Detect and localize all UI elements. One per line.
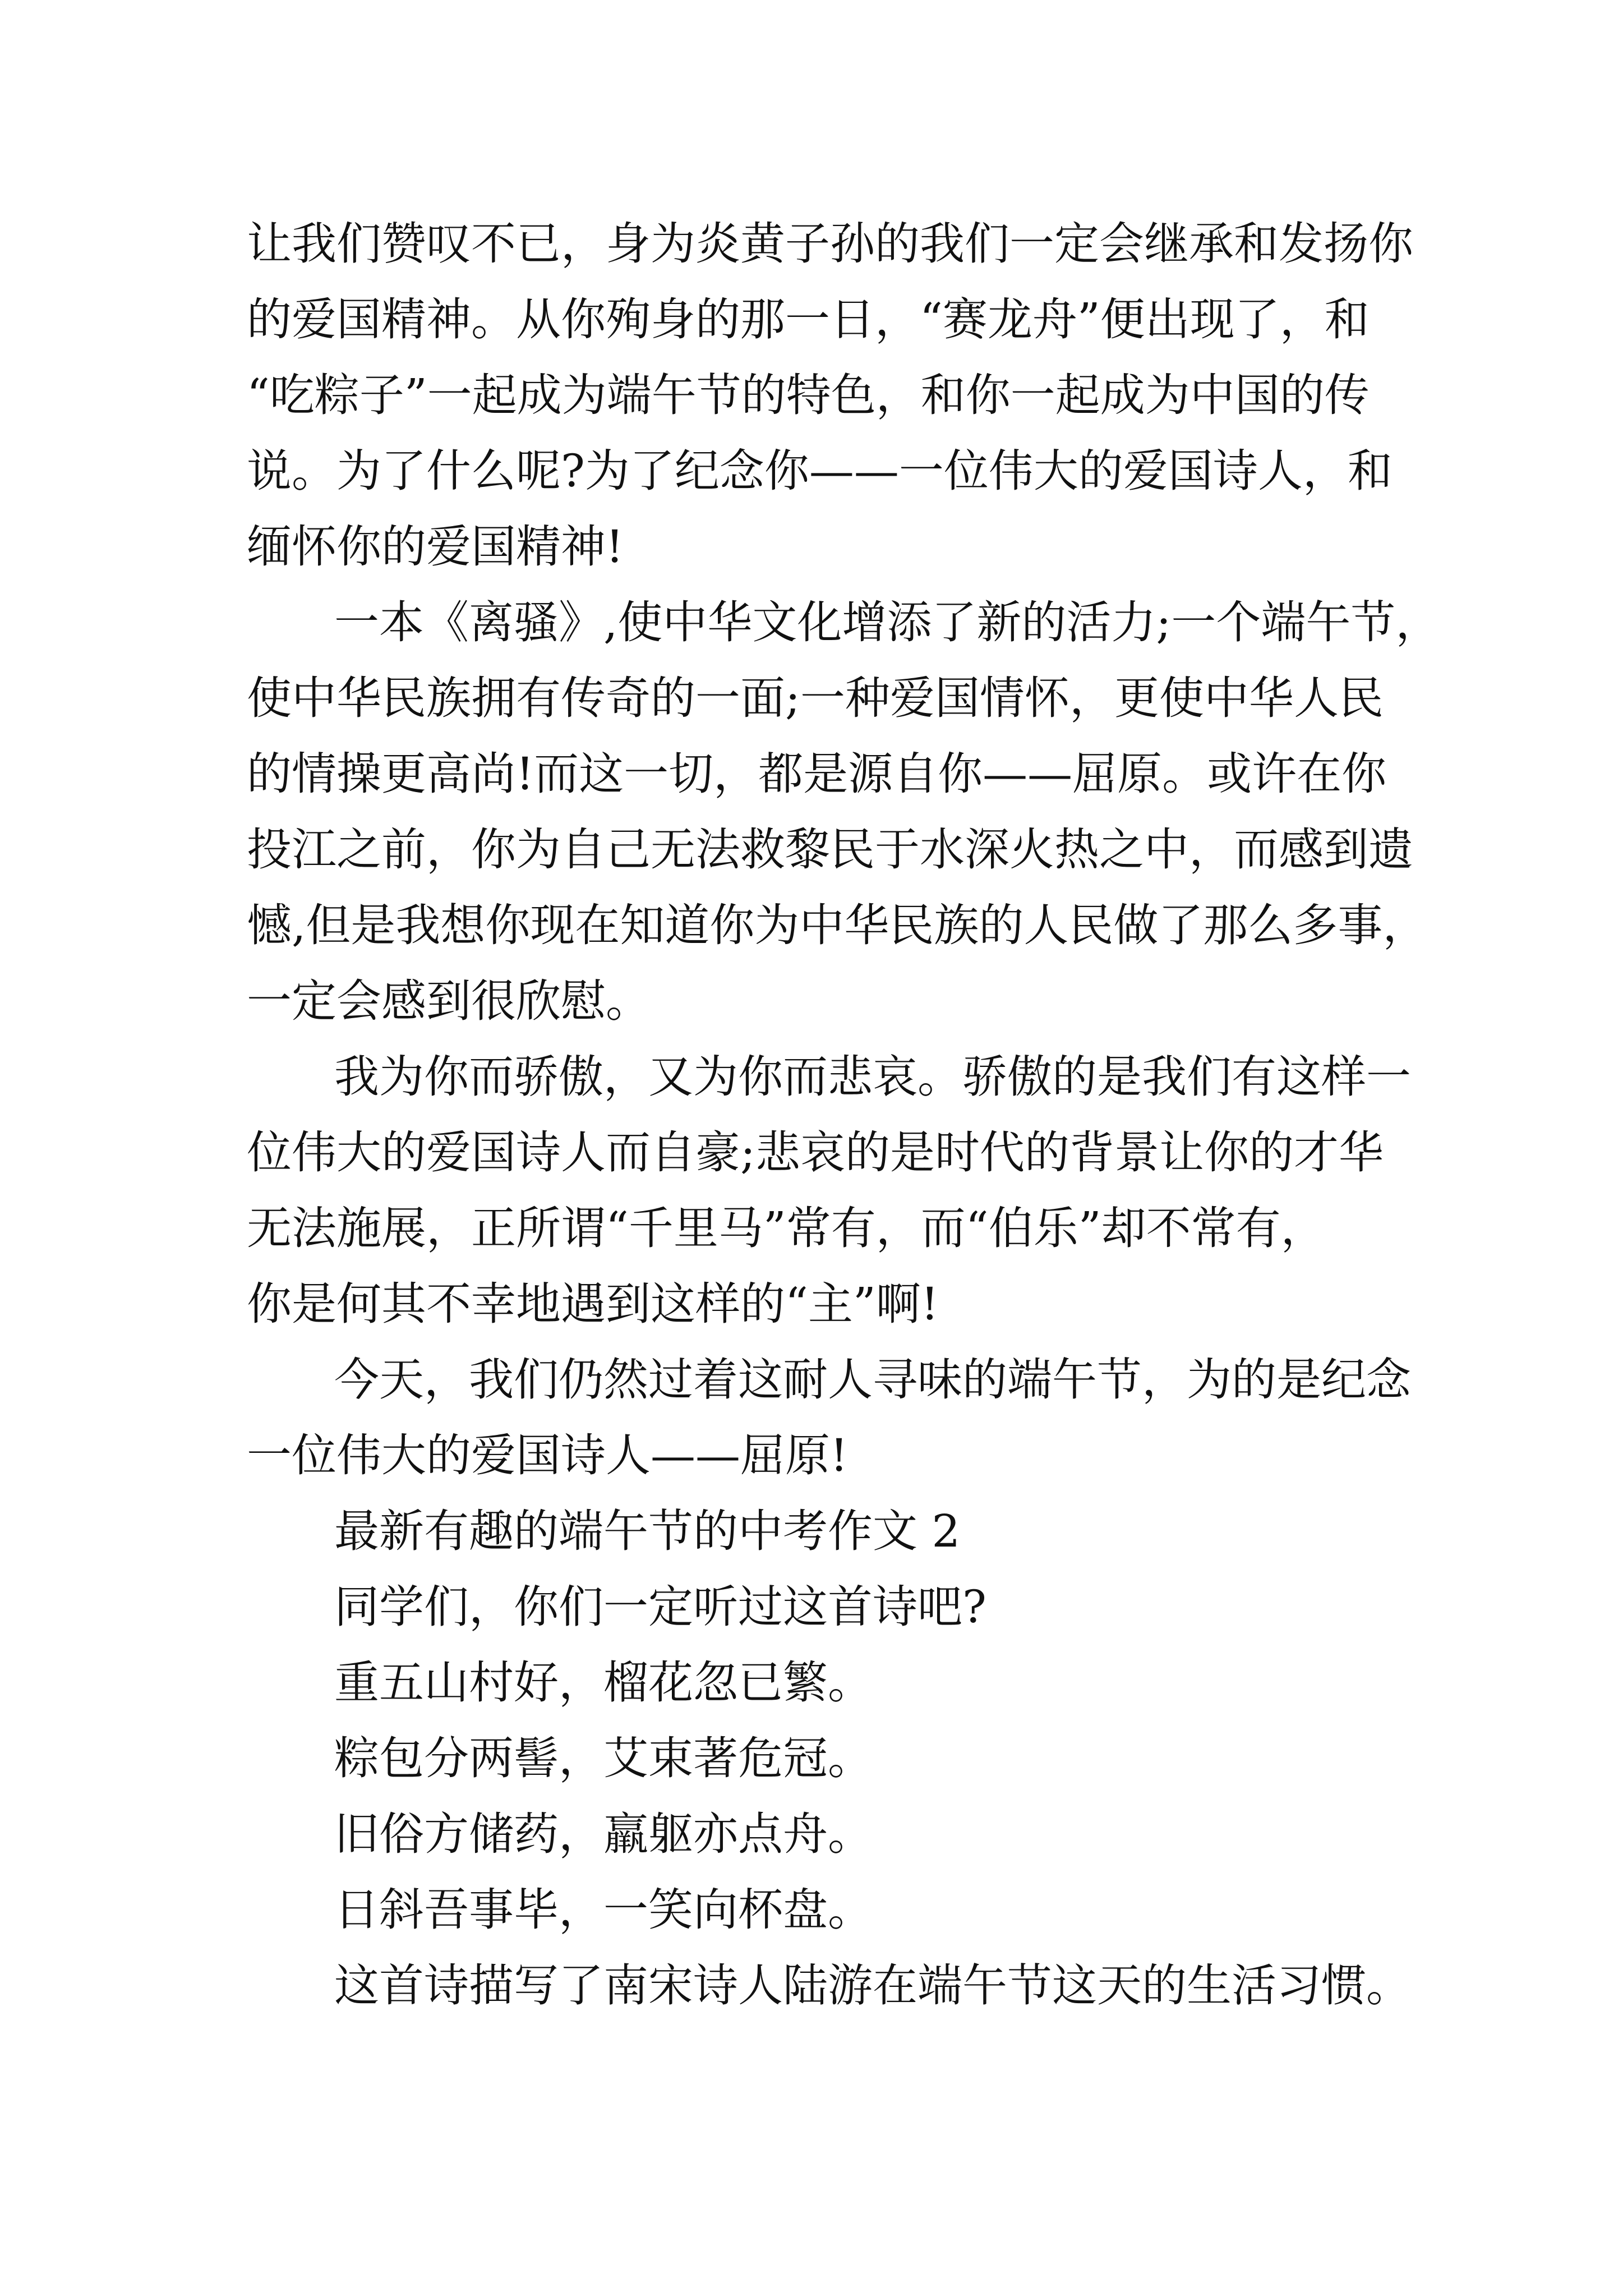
text-line: 憾,但是我想你现在知道你为中华民族的人民做了那么多事， <box>247 899 1428 951</box>
text-line: 一本《离骚》,使中华文化增添了新的活力;一个端午节， <box>334 596 1441 648</box>
text-line: 让我们赞叹不已，身为炎黄子孙的我们一定会继承和发扬你 <box>247 218 1413 270</box>
text-line: 使中华民族拥有传奇的一面;一种爱国情怀，更使中华人民 <box>247 672 1384 724</box>
text-line: 位伟大的爱国诗人而自豪;悲哀的是时代的背景让你的才华 <box>247 1126 1384 1179</box>
text-line: 今天，我们仍然过着这耐人寻味的端午节，为的是纪念 <box>334 1354 1411 1406</box>
poem-line: 旧俗方储药，羸躯亦点舟。 <box>334 1808 873 1860</box>
text-line: 我为你而骄傲，又为你而悲哀。骄傲的是我们有这样一 <box>334 1051 1411 1103</box>
poem-line: 重五山村好，榴花忽已繁。 <box>334 1657 873 1709</box>
text-line: 这首诗描写了南宋诗人陆游在端午节这天的生活习惯。 <box>334 1959 1411 2012</box>
text-line: 的情操更高尚!而这一切，都是源自你——屈原。或许在你 <box>247 748 1387 800</box>
text-line: 缅怀你的爱国精神! <box>247 521 624 573</box>
text-line: 无法施展，正所谓“千里马”常有，而“伯乐”却不常有， <box>247 1202 1326 1254</box>
poem-line: 日斜吾事毕，一笑向杯盘。 <box>334 1884 873 1936</box>
text-line: 投江之前，你为自己无法救黎民于水深火热之中，而感到遗 <box>247 823 1413 876</box>
text-line: 的爱国精神。从你殉身的那一日，“赛龙舟”便出现了，和 <box>247 293 1370 346</box>
text-line: 说。为了什么呢?为了纪念你——一位伟大的爱国诗人，和 <box>247 445 1393 497</box>
text-line: 一定会感到很欣慰。 <box>247 975 651 1027</box>
section-heading: 最新有趣的端午节的中考作文 2 <box>334 1505 961 1557</box>
text-line: 你是何其不幸地遇到这样的“主”啊! <box>247 1278 939 1330</box>
text-line: 同学们，你们一定听过这首诗吧? <box>334 1581 986 1633</box>
text-line: 一位伟大的爱国诗人——屈原! <box>247 1429 849 1481</box>
poem-line: 粽包分两髻，艾束著危冠。 <box>334 1732 873 1784</box>
text-line: “吃粽子”一起成为端午节的特色，和你一起成为中国的传 <box>247 369 1370 421</box>
